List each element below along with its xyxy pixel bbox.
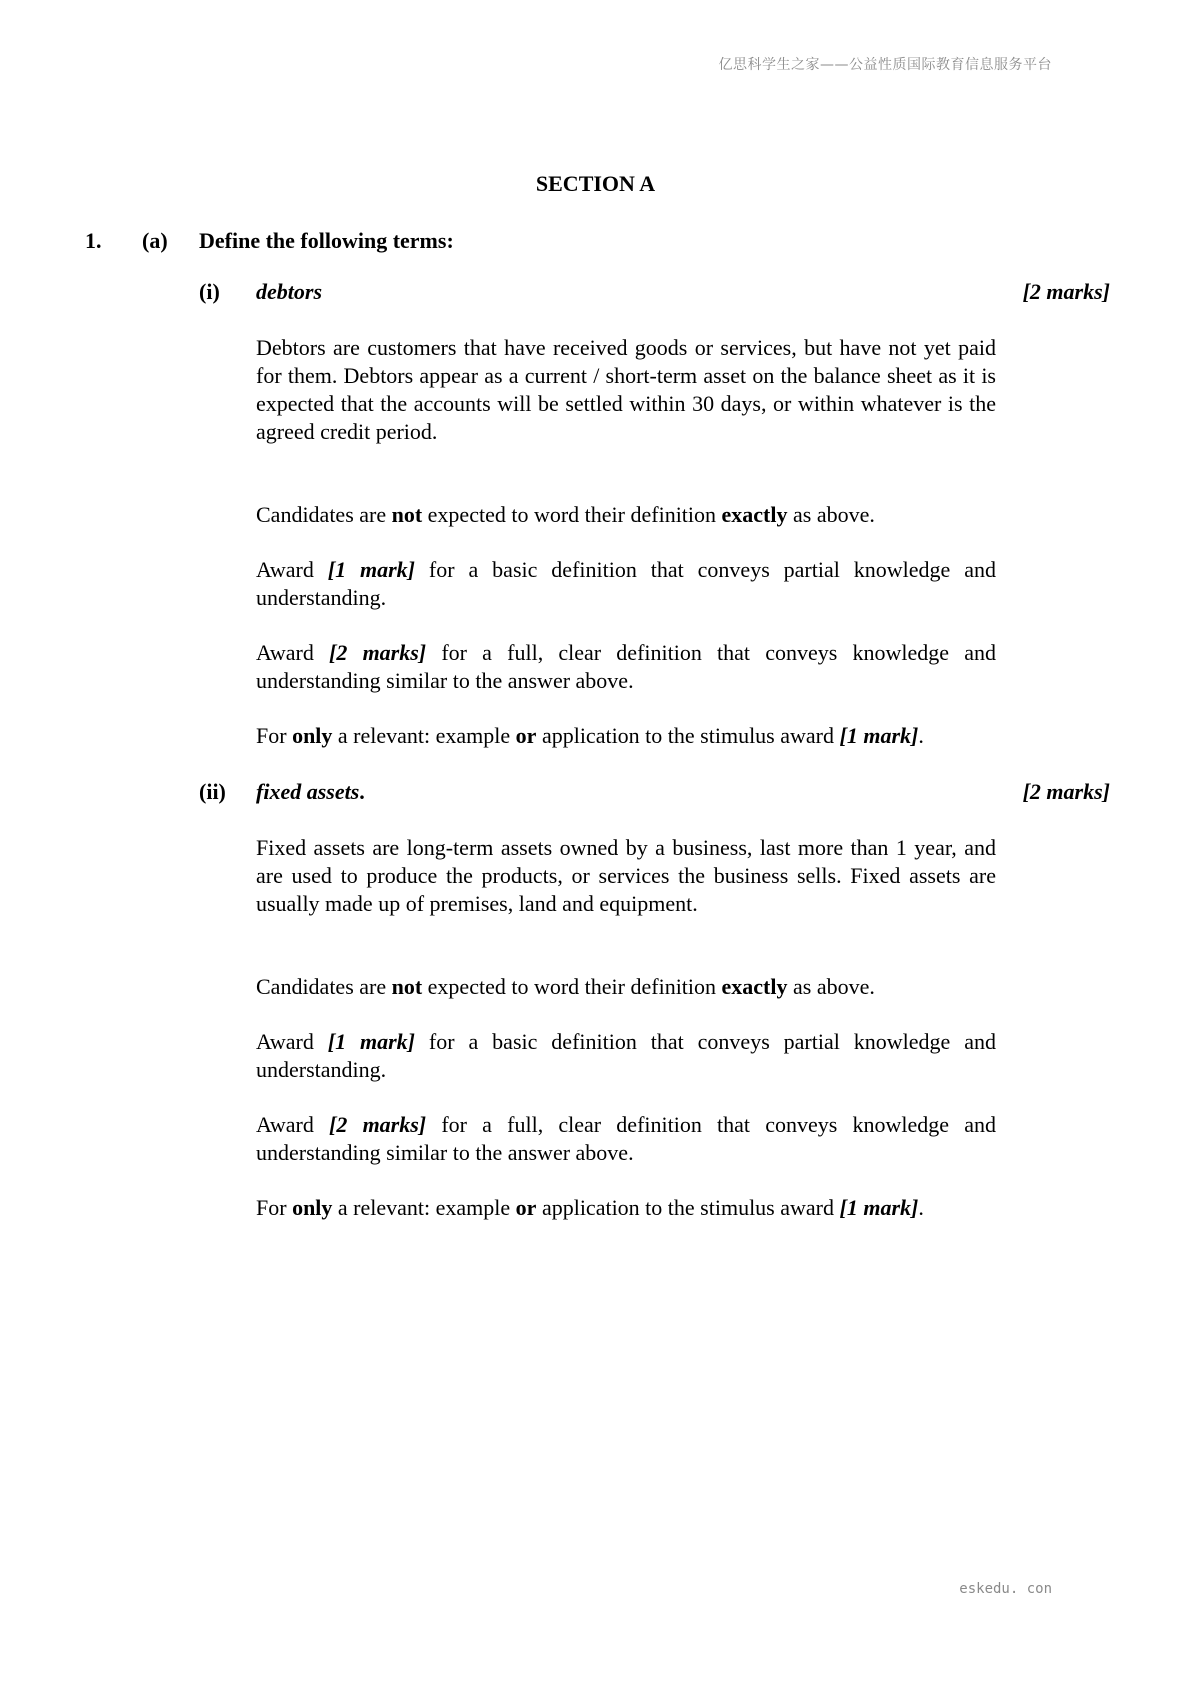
definition-text: Debtors are customers that have received goods or services, but have not yet paid for them. Debtors appear as a current / short-term asset on the balance sheet as it is expected that the accounts will be settled within 30 days, or within whatever is the agreed credit period. (256, 335, 996, 444)
watermark-footer: eskedu. con (959, 1581, 1052, 1597)
award-example: For only a relevant: example or application to the stimulus award [1 mark]. (256, 723, 924, 748)
subpart-term: fixed assets. (256, 779, 365, 804)
marking-note: Candidates are not expected to word their definition exactly as above. (256, 502, 875, 527)
watermark-header: 亿思科学生之家——公益性质国际教育信息服务平台 (718, 57, 1052, 73)
question-number: 1. (85, 228, 102, 253)
subpart-marks: [2 marks] (1022, 279, 1110, 304)
award-full: Award [2 marks] for a full, clear definition that conveys knowledge and understanding similar to the answer above. (256, 1112, 996, 1165)
question-stem: Define the following terms: (199, 228, 454, 253)
award-basic: Award [1 mark] for a basic definition that conveys partial knowledge and understanding. (256, 1029, 996, 1082)
award-basic: Award [1 mark] for a basic definition that conveys partial knowledge and understanding. (256, 557, 996, 610)
section-title: SECTION A (535, 171, 656, 196)
subpart-number: (i) (199, 279, 220, 304)
subpart-marks: [2 marks] (1022, 779, 1110, 804)
marking-note: Candidates are not expected to word their definition exactly as above. (256, 974, 875, 999)
award-example: For only a relevant: example or application to the stimulus award [1 mark]. (256, 1195, 924, 1220)
definition-text: Fixed assets are long-term assets owned by a business, last more than 1 year, and are used to produce the products, or services the business sells. Fixed assets are usually made up of premises, land and equipment. (256, 835, 996, 916)
subpart-term: debtors (256, 279, 322, 304)
answer-block (256, 334, 996, 777)
award-full: Award [2 marks] for a full, clear definition that conveys knowledge and understanding similar to the answer above. (256, 640, 996, 693)
answer-block (256, 834, 996, 1249)
question-part: (a) (142, 228, 168, 253)
subpart-number: (ii) (199, 779, 226, 804)
